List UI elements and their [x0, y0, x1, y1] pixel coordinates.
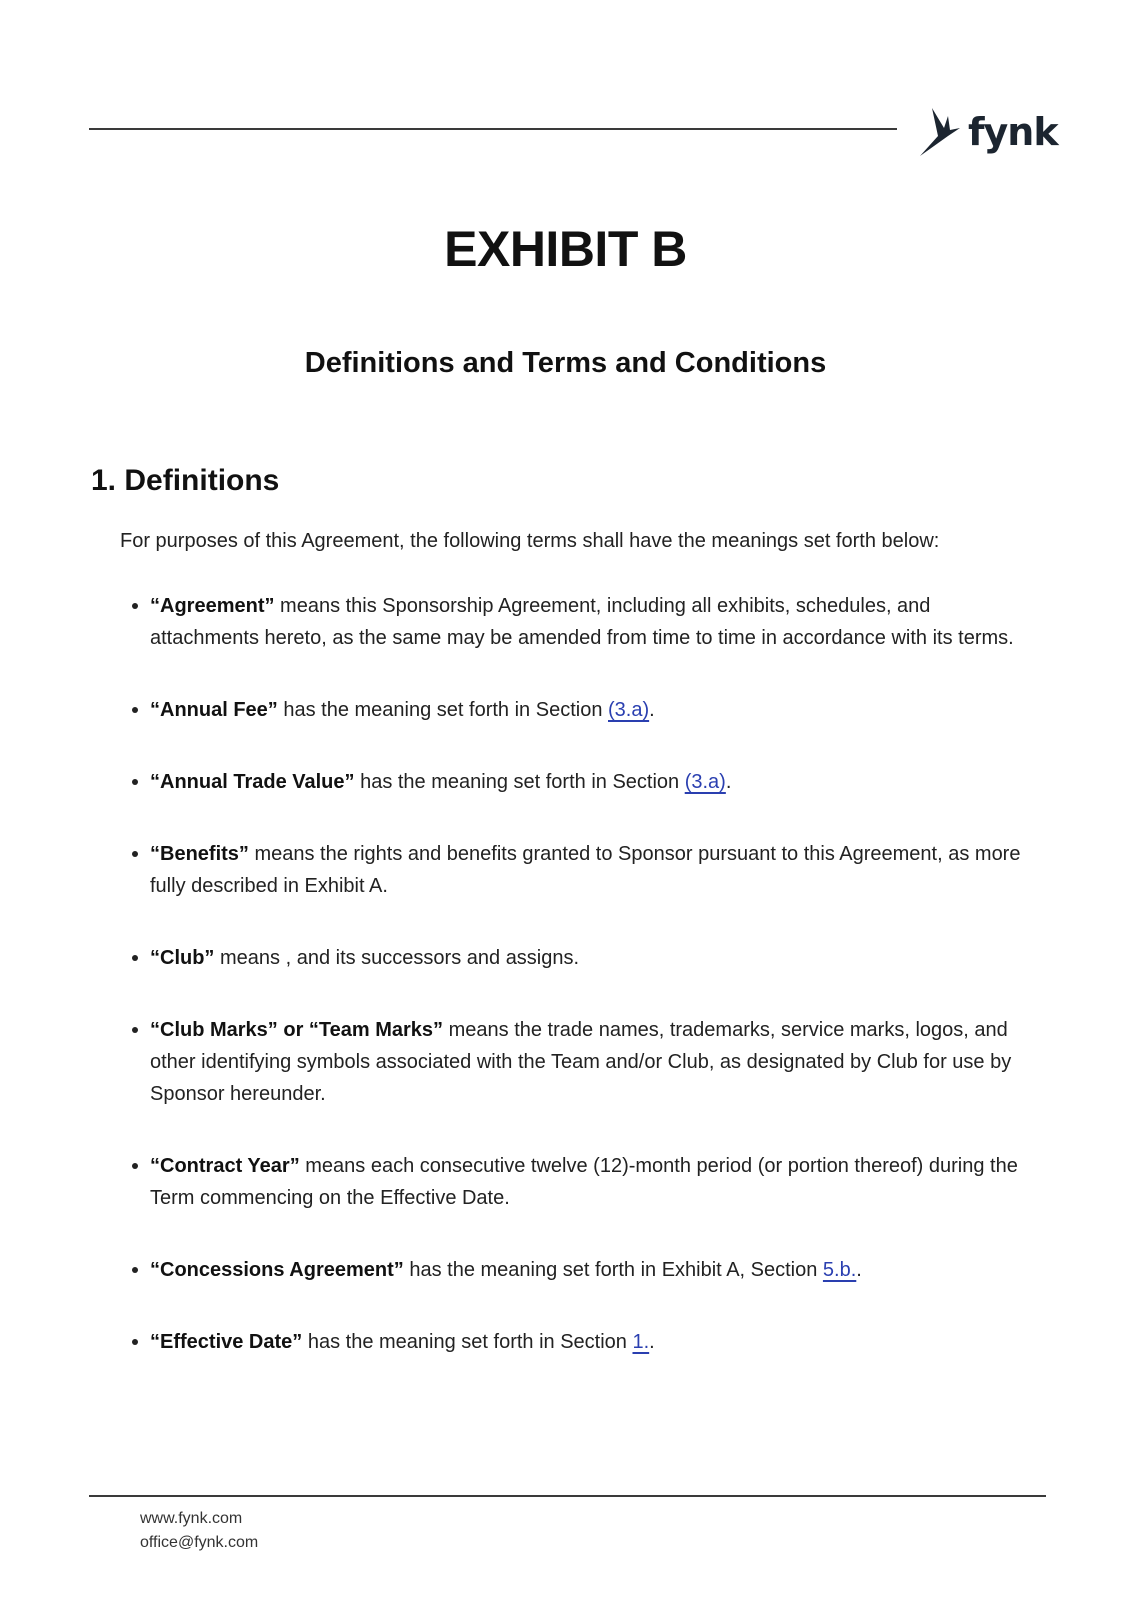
definition-punctuation: .: [649, 699, 655, 721]
definition-text: has the meaning set forth in Section: [277, 699, 608, 721]
section-intro: For purposes of this Agreement, the following terms shall have the meanings set forth below:: [120, 530, 940, 552]
definition-item: [150, 694, 1040, 726]
definition-term: “Annual Fee”: [150, 699, 278, 721]
section-reference-link[interactable]: (3.a): [608, 699, 650, 721]
definition-item: [150, 838, 1040, 902]
section-reference-link[interactable]: (3.a): [684, 771, 726, 793]
definition-term: “Agreement”: [150, 595, 275, 617]
definition-item: [150, 1326, 1040, 1358]
definition-text: has the meaning set forth in Section: [302, 1331, 633, 1353]
definition-term: “Contract Year”: [150, 1155, 300, 1177]
definition-text: means , and its successors and assigns.: [214, 947, 580, 969]
definition-term: “Benefits”: [150, 843, 249, 865]
footer-rule: [89, 1495, 1046, 1497]
page-title: EXHIBIT B: [444, 221, 687, 277]
definition-item: [150, 942, 1040, 974]
definition-punctuation: .: [725, 771, 732, 793]
definition-item: [150, 1254, 1040, 1286]
page-footer: [140, 1507, 258, 1555]
definitions-list: [150, 590, 1040, 1398]
definition-punctuation: .: [649, 1331, 655, 1353]
definition-text: means the trade names, trademarks, service marks, logos, and other identifying symbols associated with the Team and/or Club, as designated by Club for use by Sponsor hereunder.: [150, 1019, 1012, 1105]
definition-text: means the rights and benefits granted to Sponsor pursuant to this Agreement, as more fully described in Exhibit A.: [150, 843, 1021, 897]
definition-term: “Annual Trade Value”: [150, 771, 355, 793]
definition-term: “Club Marks” or “Team Marks”: [150, 1019, 444, 1041]
header-rule: [89, 128, 897, 130]
section-title: Definitions: [124, 464, 280, 497]
definition-term: “Effective Date”: [150, 1331, 303, 1353]
section-reference-link[interactable]: 1.: [632, 1331, 650, 1353]
definition-text: has the meaning set forth in Exhibit A, Section: [403, 1259, 823, 1281]
definition-text: means this Sponsorship Agreement, including all exhibits, schedules, and attachments hereto, as the same may be amended from time to time in accordance with its terms.: [150, 595, 1014, 649]
definition-item: [150, 766, 1040, 798]
section-heading: [91, 464, 279, 498]
definition-item: [150, 590, 1040, 654]
bird-icon: [918, 106, 962, 158]
definition-item: [150, 1150, 1040, 1214]
definition-term: “Concessions Agreement”: [150, 1259, 404, 1281]
definition-text: means each consecutive twelve (12)-month period (or portion thereof) during the Term commencing on the Effective Date.: [150, 1155, 1018, 1209]
page-subtitle: Definitions and Terms and Conditions: [304, 347, 827, 379]
footer-website: www.fynk.com: [140, 1510, 243, 1527]
section-reference-link[interactable]: 5.b.: [822, 1259, 857, 1281]
footer-email: office@fynk.com: [140, 1534, 259, 1551]
fynk-logo: [918, 104, 1058, 160]
section-number: 1.: [91, 464, 117, 497]
definition-term: “Club”: [150, 947, 215, 969]
definition-punctuation: .: [856, 1259, 862, 1281]
definition-item: [150, 1014, 1040, 1110]
logo-text: fynk: [968, 110, 1058, 154]
definition-text: has the meaning set forth in Section: [354, 771, 685, 793]
